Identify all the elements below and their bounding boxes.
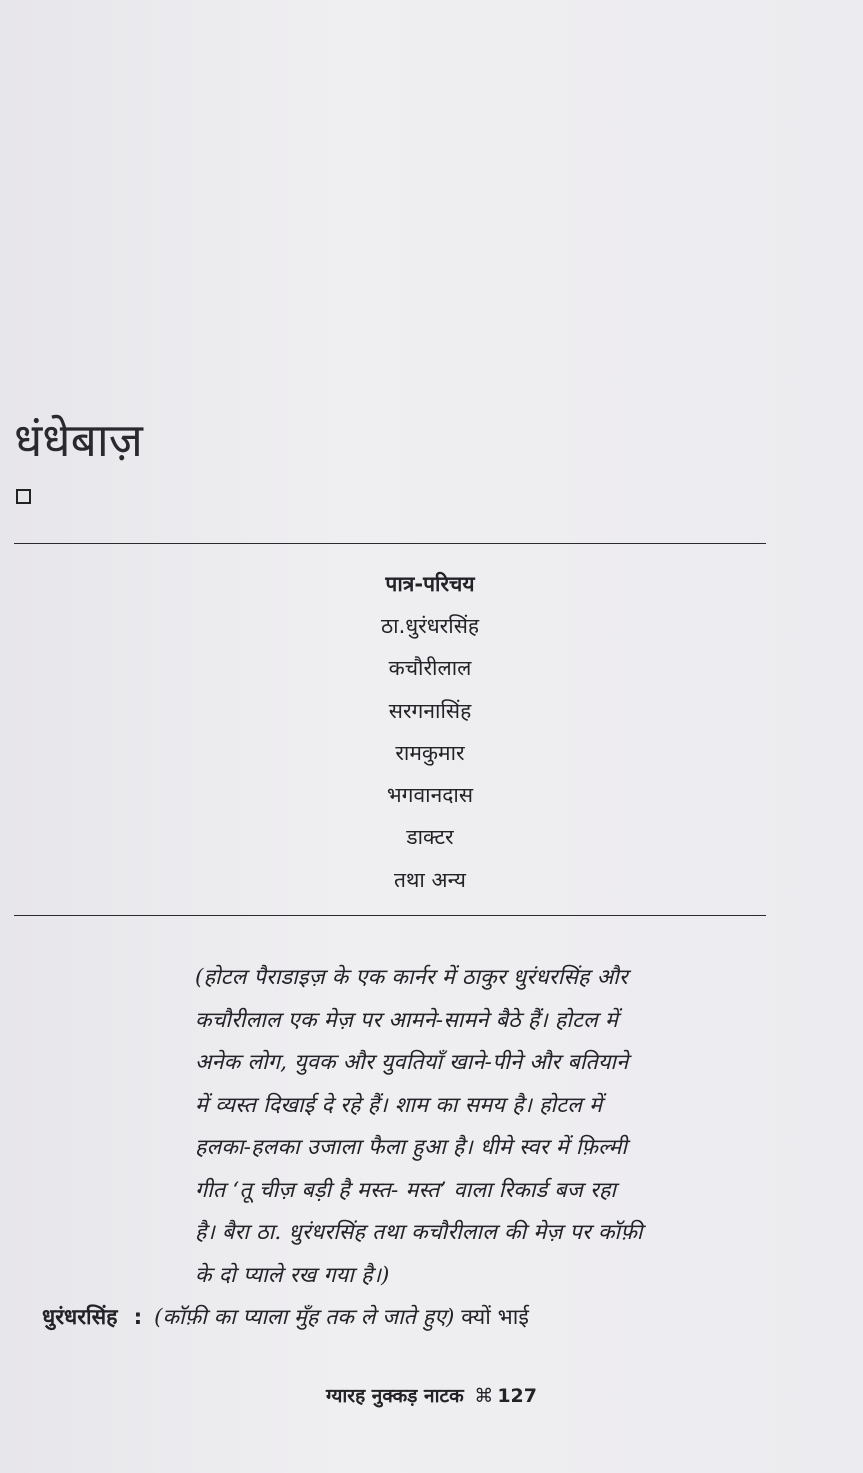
cast-item: भगवानदास — [386, 783, 474, 808]
stage-direction-line: अनेक लोग, युवक और युवतियाँ खाने-पीने और बतियाने — [195, 1050, 629, 1075]
play-title: धंधेबाज़ — [14, 413, 143, 467]
stage-direction-line: (होटल पैराडाइज़ के एक कार्नर में ठाकुर धुरंधरसिंह और — [195, 965, 628, 990]
separator-icon: ⌘ — [474, 1385, 494, 1407]
speaker-name: धुरंधरसिंह — [42, 1305, 118, 1330]
divider-top — [14, 543, 766, 544]
dialogue-direction: (कॉफ़ी का प्याला मुँह तक ले जाते हुए) — [154, 1305, 455, 1330]
dialogue-line — [42, 1297, 777, 1339]
dialogue-text: क्यों भाई — [461, 1305, 529, 1330]
cast-item: डाक्टर — [406, 825, 454, 850]
stage-direction-line: हलका-हलका उजाला फैला हुआ है। धीमे स्वर में फ़िल्मी — [195, 1135, 628, 1160]
cast-item: तथा अन्य — [394, 867, 466, 892]
cast-list — [240, 570, 620, 908]
page-footer — [0, 1381, 863, 1411]
stage-direction-line: है। बैरा ठा. धुरंधरसिंह तथा कचौरीलाल की मेज़ पर कॉफ़ी — [195, 1220, 643, 1245]
stage-direction-line: गीत ‘तू चीज़ बड़ी है मस्त- मस्त’ वाला रिकार्ड बज रहा — [195, 1177, 617, 1203]
stage-direction — [195, 957, 775, 1297]
square-outline-icon — [16, 489, 31, 504]
page-number: 127 — [497, 1385, 537, 1407]
book-title: ग्यारह नुक्कड़ नाटक — [326, 1385, 464, 1407]
cast-item: सरगनासिंह — [388, 698, 472, 723]
cast-item: ठा.धुरंधरसिंह — [380, 614, 480, 638]
speaker-colon: : — [133, 1305, 143, 1330]
stage-direction-line: में व्यस्त दिखाई दे रहे हैं। शाम का समय है। होटल में — [195, 1092, 603, 1118]
divider-bottom — [14, 915, 766, 916]
cast-heading: पात्र-परिचय — [385, 572, 475, 596]
stage-direction-line: कचौरीलाल एक मेज़ पर आमने-सामने बैठे हैं। होटल में — [195, 1007, 619, 1033]
cast-item: कचौरीलाल — [388, 656, 472, 681]
cast-item: रामकुमार — [395, 740, 465, 765]
stage-direction-line: के दो प्याले रख गया है।) — [195, 1262, 390, 1288]
